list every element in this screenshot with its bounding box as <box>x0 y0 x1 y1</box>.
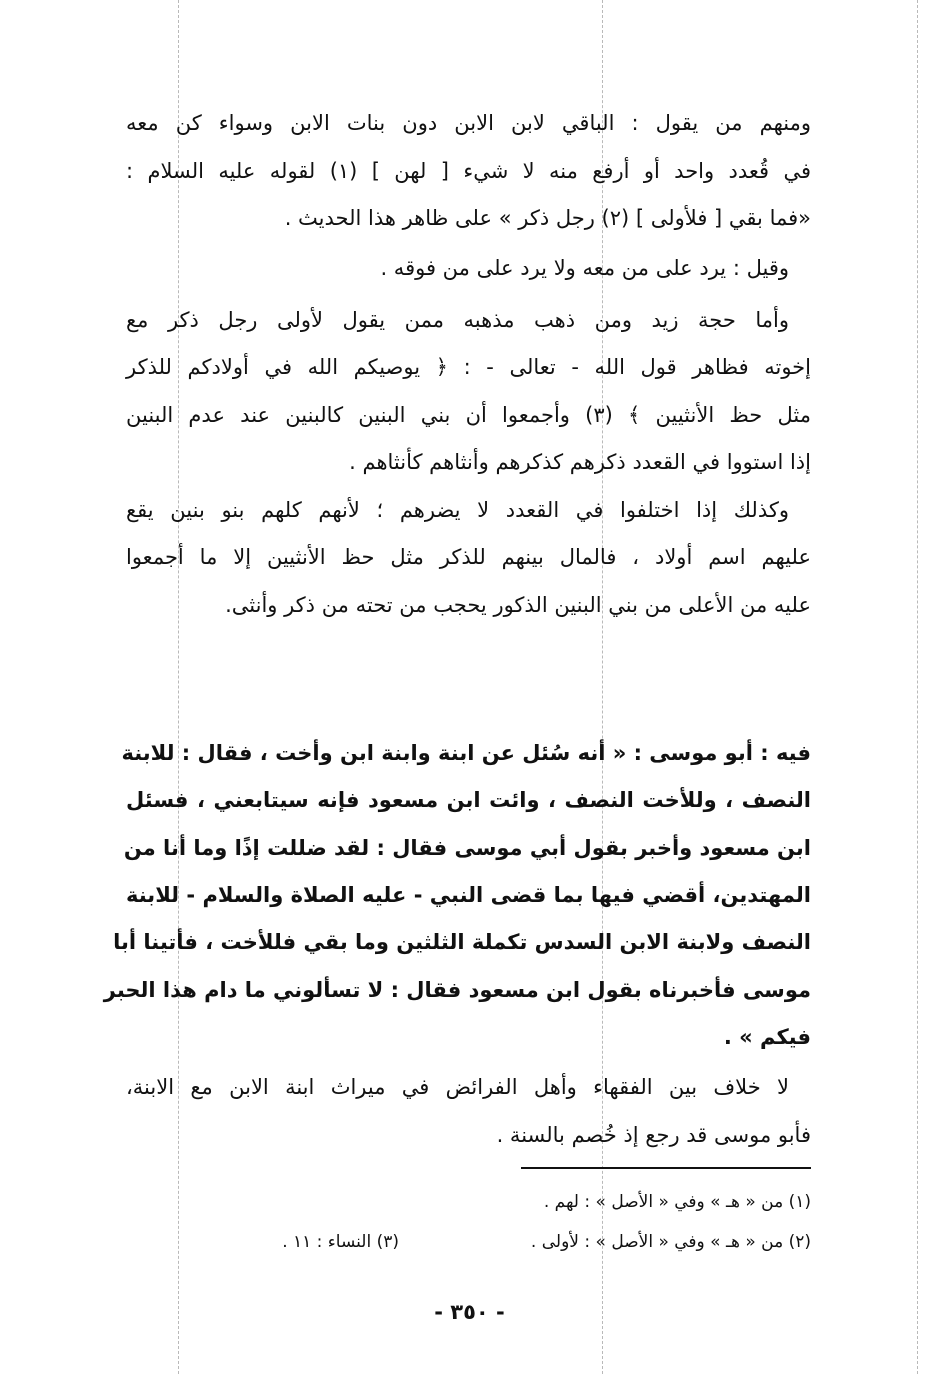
footnote: (١) من « هـ » وفي « الأصل » : لهم . <box>543 1192 811 1212</box>
text-line: فيكم » . <box>723 1025 811 1049</box>
text-line: ومنهم من يقول : الباقي لابن الابن دون بنات الابن وسواء كن معه <box>126 111 811 135</box>
scan-guide-line <box>917 0 918 1374</box>
text-line: فيه : أبو موسى : « أنه سُئل عن ابنة وابنة ابن وأخت ، فقال : للابنة <box>121 741 811 765</box>
footnote: (٣) النساء : ١١ . <box>282 1232 399 1252</box>
footnote-divider <box>521 1167 811 1169</box>
text-line: «فما بقي [ فلأولى ] (٢) رجل ذكر » على ظاهر هذا الحديث . <box>284 206 811 230</box>
text-line: موسى فأخبرناه بقول ابن مسعود فقال : لا تسألوني ما دام هذا الحبر <box>103 978 811 1002</box>
text-line: المهتدين، أقضي فيها بما قضى النبي - عليه الصلاة والسلام - للابنة <box>126 883 811 907</box>
text-line: في قُعدد واحد أو أرفع منه لا شيء [ لهن ] (١) لقوله عليه السلام : <box>126 159 811 183</box>
text-line: إذا استووا في القعدد ذكرهم كذكرهم وأنثاهم كأنثاهم . <box>349 450 811 474</box>
text-line: عليهم اسم أولاد ، فالمال بينهم للذكر مثل حظ الأنثيين إلا ما أجمعوا <box>126 545 811 569</box>
footnote: (٢) من « هـ » وفي « الأصل » : لأولى . <box>530 1232 811 1252</box>
text-line: عليه من الأعلى من بني البنين الذكور يحجب من تحته من ذكر وأنثى. <box>225 593 811 617</box>
text-line: مثل حظ الأنثيين ﴾ (٣) وأجمعوا أن بني البنين كالبنين عند عدم البنين <box>126 403 811 427</box>
text-line: وأما حجة زيد ومن ذهب مذهبه ممن يقول لأولى رجل ذكر مع <box>126 308 789 332</box>
text-line: إخوته فظاهر قول الله - تعالى - : ﴿ يوصيكم الله في أولادكم للذكر <box>126 355 811 379</box>
text-line: فأبو موسى قد رجع إذ خُصم بالسنة . <box>496 1123 811 1147</box>
page-number: - ٣٥٠ - <box>434 1300 505 1324</box>
text-line: ابن مسعود وأخبر بقول أبي موسى فقال : لقد ضللت إذًا وما أنا من <box>123 836 811 860</box>
text-line: وقيل : يرد على من معه ولا يرد على من فوقه . <box>380 256 789 280</box>
text-line: لا خلاف بين الفقهاء وأهل الفرائض في ميراث ابنة الابن مع الابنة، <box>126 1075 789 1099</box>
text-line: وكذلك إذا اختلفوا في القعدد لا يضرهم ؛ لأنهم كلهم بنو بنين يقع <box>126 498 789 522</box>
text-line: النصف ولابنة الابن السدس تكملة الثلثين وما بقي فللأخت ، فأتينا أبا <box>113 930 811 954</box>
text-line: النصف ، وللأخت النصف ، وائت ابن مسعود فإنه سيتابعني ، فسئل <box>126 788 811 812</box>
